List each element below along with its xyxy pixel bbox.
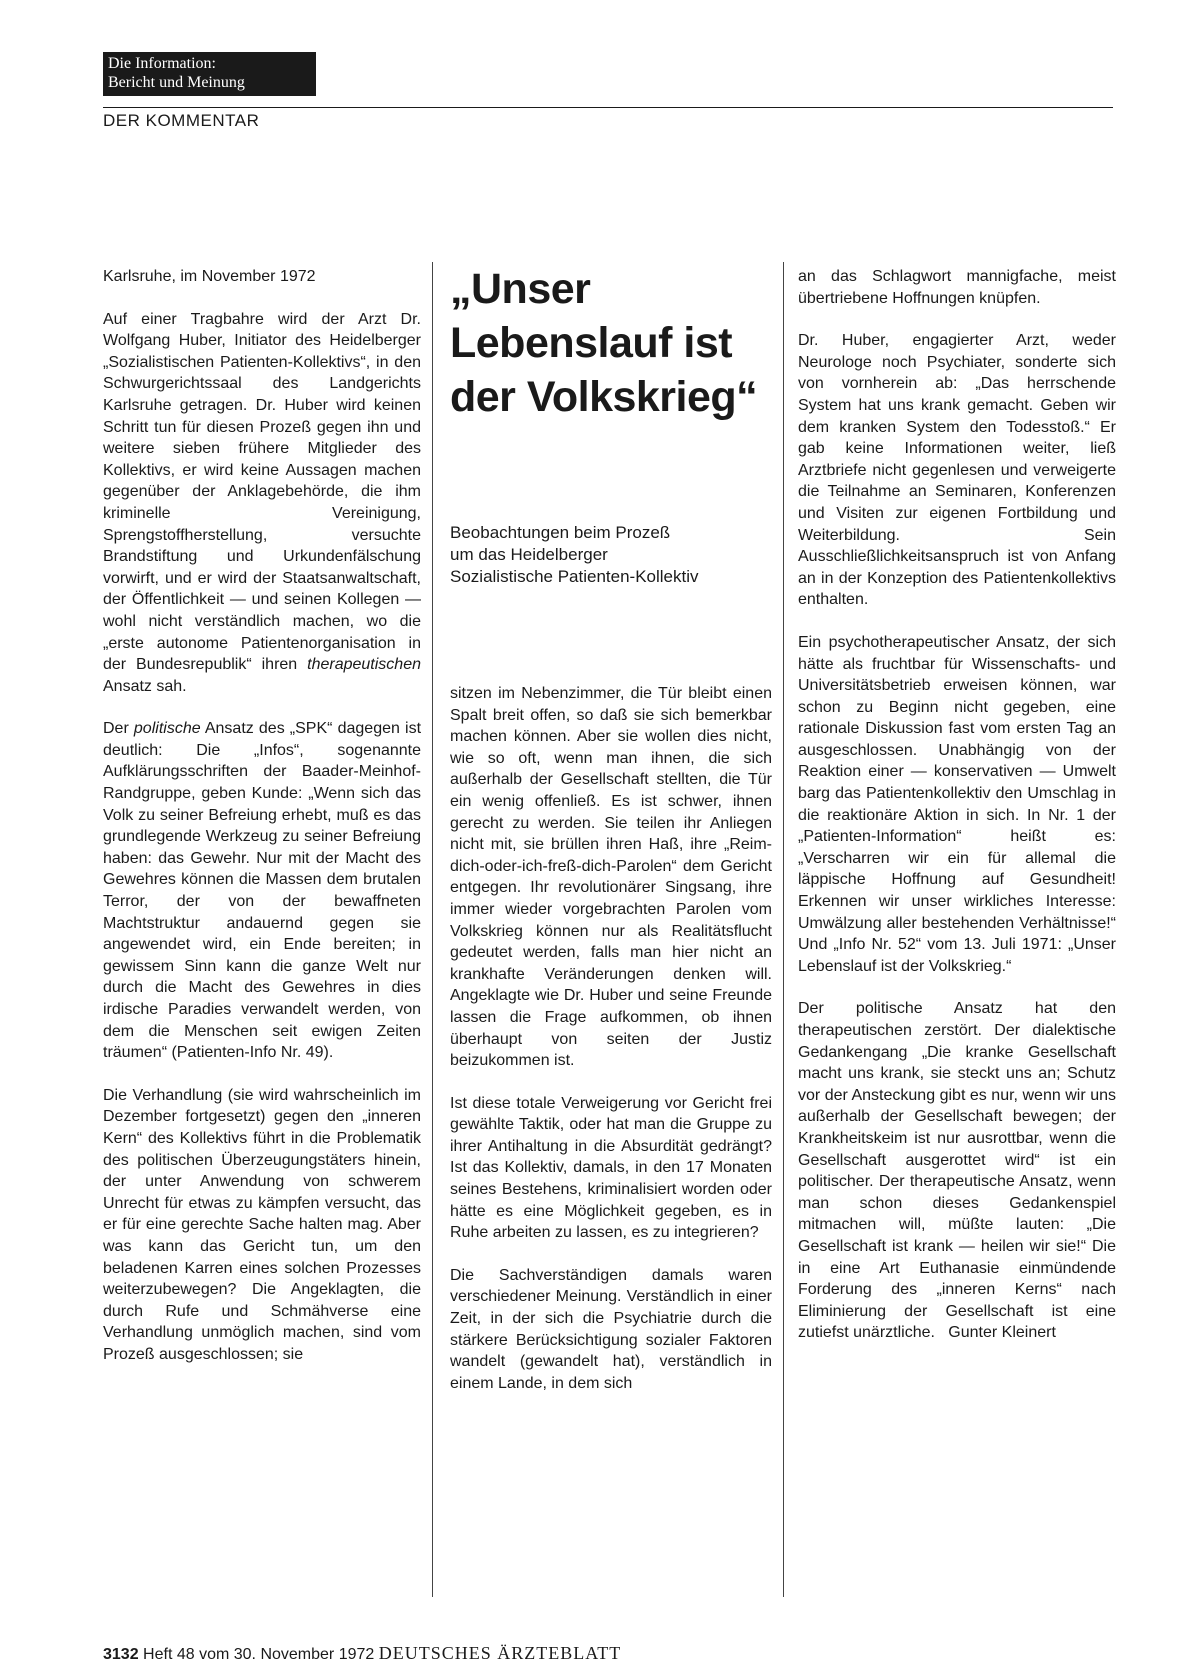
rubric-label xyxy=(103,52,316,96)
paragraph: sitzen im Nebenzimmer, die Tür bleibt einen Spalt breit offen, so daß sie sich bemerkbar machen können. Aber sie wollen dies nicht, wie so oft, wenn man ihnen, die sich außerhalb der Gesellschaft stellten, die Tür ein wenig offenließ. Es ist schwer, ihnen gerecht zu werden. Sie teilen ihr Anliegen nicht mit, sie brüllen ihren Haß, ihre „Reim-dich-oder-ich-freß-dich-Parolen“ dem Gericht entgegen. Ihr revolutionärer Singsang, ihre immer wieder vorgebrachten Parolen vom Volkskrieg können nur als Realitätsflucht gedeutet werden, falls man hier nicht an krankhafte Veränderungen denken will. Angeklagte wie Dr. Huber und seine Freunde lassen die Frage aufkommen, ob ihnen überhaupt von seiten der Justiz beizukommen ist. xyxy=(450,685,772,1070)
page-footer xyxy=(103,1643,621,1664)
column-divider-1 xyxy=(432,262,433,1597)
paragraph: Die Sachverständigen damals waren verschiedener Meinung. Verständlich in einer Zeit, in der sich die Psychiatrie durch die stärkere Berücksichtigung sozialer Faktoren wandelt (gewandelt hat), verständlich in einem Lande, in dem sich xyxy=(450,1266,772,1392)
rubric-line-2: Bericht und Meinung xyxy=(108,74,245,91)
paragraph: Auf einer Tragbahre wird der Arzt Dr. Wolfgang Huber, Initiator des Heidelberger „Sozialistischen Patienten-Kollektivs“, in den Schwurgerichtssaal des Landgerichts Karlsruhe getragen. Dr. Huber wird keinen Schritt tun für diesen Prozeß gegen ihn und weitere sieben frühere Mitglieder des Kollektivs, er wird keine Aussagen machen gegenüber der Anklagebehörde, die ihm kriminelle Vereinigung, Sprengstoffherstellung, versuchte Brandstiftung und Urkundenfälschung vorwirft, und er wird der Staatsanwaltschaft, der Öffentlichkeit — und seinen Kollegen — wohl nicht verständlich machen, wo die „erste autonome Patientenorganisation in der Bundesrepublik“ ihren therapeutischen Ansatz sah. xyxy=(103,310,421,695)
paragraph: Ein psychotherapeutischer Ansatz, der sich hätte als fruchtbar für Wissenschafts- und Universitätsbetrieb erweisen können, war schon zu Beginn nicht gegeben, eine rationale Diskussion fast vom ersten Tag an ausgeschlossen. Unabhängig von der Reaktion einer — konservativen — Umwelt barg das Patientenkollektiv den Umschlag in die reaktionäre Aktion in sich. In Nr. 1 der „Patienten-Information“ heißt es: „Verscharren wir ein für allemal die läppische Hoffnung auf Gesundheit! Erkennen wir unser wirkliches Interesse: Umwälzung aller bestehenden Verhältnisse!“ Und „Info Nr. 52“ vom 13. Juli 1971: „Unser Lebenslauf ist der Volkskrieg.“ xyxy=(798,633,1116,975)
article-column-1 xyxy=(103,266,421,1366)
author-signature: Gunter Kleinert xyxy=(948,1324,1056,1342)
section-title: DER KOMMENTAR xyxy=(103,111,260,130)
article-column-2 xyxy=(450,683,772,1394)
article-subheadline: Beobachtungen beim Prozeß um das Heidelberger Sozialistische Patienten-Kollektiv xyxy=(450,523,699,586)
dateline: Karlsruhe, im November 1972 xyxy=(103,268,316,285)
column-divider-2 xyxy=(783,262,784,1597)
paragraph: Ist diese totale Verweigerung vor Gericht frei gewählte Taktik, oder hat man die Gruppe zu ihrer Antihaltung in die Absurdität gedrängt? Ist das Kollektiv, damals, in den 17 Monaten seines Bestehens, kriminalisiert worden oder hätte es eine Möglichkeit gegeben, es in Ruhe arbeiten zu lassen, es zu integrieren? xyxy=(450,1094,772,1242)
page-number: 3132 xyxy=(103,1646,139,1663)
paragraph: Die Verhandlung (sie wird wahrscheinlich im Dezember fortgesetzt) gegen den „inneren Kern“ des Kollektivs führt in die Problematik des politischen Überzeugungstäters hinein, der unter Anwendung von schwerem Unrecht für etwas zu kämpfen versucht, das er für eine gerechte Sache halten mag. Aber was kann das Gericht tun, um den beladenen Karren eines solchen Prozesses weiterzubewegen? Die Angeklagten, die durch Rufe und Schmähverse eine Verhandlung unmöglich machen, sind vom Prozeß ausgeschlossen; sie xyxy=(103,1086,421,1363)
article-headline: „Unser Lebenslauf ist der Volkskrieg“ xyxy=(450,265,758,421)
paragraph: an das Schlagwort mannigfache, meist übertriebene Hoffnungen knüpfen. xyxy=(798,268,1116,307)
publication-name: DEUTSCHES ÄRZTEBLATT xyxy=(378,1643,622,1663)
rubric-line-1: Die Information: xyxy=(108,55,216,72)
article-column-3 xyxy=(798,266,1116,1344)
issue-info: Heft 48 vom 30. November 1972 xyxy=(143,1646,375,1663)
paragraph: Dr. Huber, engagierter Arzt, weder Neurologe noch Psychiater, sonderte sich von vornherein ab: „Das herrschende System hat uns krank gemacht. Geben wir dem kranken System den Todesstoß.“ Er gab keine Informationen weiter, ließ Arztbriefe nicht gegenlesen und verweigerte die Teilnahme an Seminaren, Konferenzen und Visiten zur eigenen Fortbildung und Weiterbildung. Sein Ausschließlichkeitsanspruch ist von Anfang an in der Konzeption des Patientenkollektivs enthalten. xyxy=(798,332,1116,609)
paragraph: Der politische Ansatz des „SPK“ dagegen ist deutlich: Die „Infos“, sogenannte Aufklärungsschriften der Baader-Meinhof-Randgruppe, geben Kunde: „Wenn sich das Volk zu seiner Befreiung erhebt, muß es das grundlegende Werkzeug zu seiner Befreiung haben: das Gewehr. Nur mit der Macht des Gewehres können die Massen dem brutalen Terror, der von der bewaffneten Machtstruktur andauernd gegen sie angewendet wird, ein Ende bereiten; in gewissem Sinn kann die ganze Welt nur durch die Macht des Gewehres in dies irdische Paradies verwandelt werden, von dem die Menschen seit ewigen Zeiten träumen“ (Patienten-Info Nr. 49). xyxy=(103,720,422,1062)
header-rule xyxy=(103,107,1113,108)
paragraph: Der politische Ansatz hat den therapeutischen zerstört. Der dialektische Gedankengang „Die kranke Gesellschaft macht uns krank, sie steckt uns an; Schutz vor der Ansteckung gibt es nur, wenn wir uns außerhalb der Gesellschaft bewegen; der Krankheitskeim ist nur ausrottbar, wenn die Gesellschaft ausgerottet wird“ ist ein politischer. Der therapeutische Ansatz, wenn man schon dieses Gedankenspiel mitmachen will, müßte lauten: „Die Gesellschaft ist krank — heilen wir sie!“ Die in eine Art Euthanasie einmündende Forderung des „inneren Kerns“ nach Eliminierung der Gesellschaft ist eine zutiefst unärztliche. Gunter Kleinert xyxy=(798,1000,1116,1342)
